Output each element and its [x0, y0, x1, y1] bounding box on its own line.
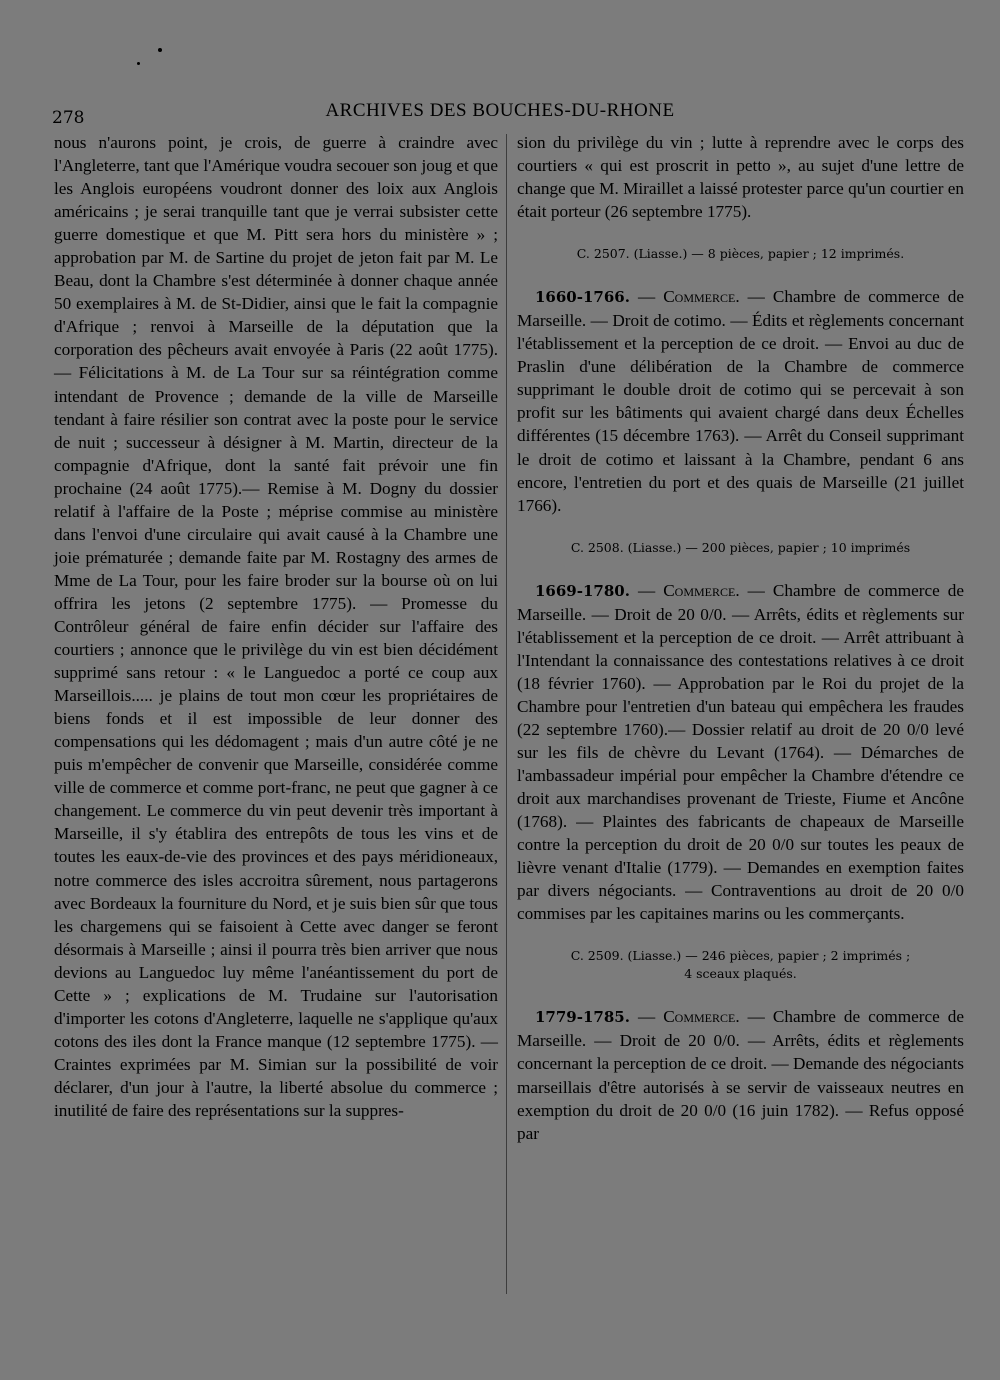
column-divider — [506, 134, 507, 1294]
entry-dates: 1779-1785. — [535, 1008, 630, 1027]
archive-entry — [517, 947, 964, 1144]
entry-body: 1660-1766. — Commerce. — Chambre de commerce de Marseille. — Droit de cotimo. — Édits et règlements concernant l'établissement et la perception de ce droit. — Envoi au duc de Praslin d'une délibération de la Chambre de commerce supprimant le double droit de cotimo qui se percevait à son profit sur les bâtiments qui avaient chargé dans deux Échelles différentes (15 décembre 1763). — Arrêt du Conseil supprimant le droit de cotimo et laissant à la Chambre, pendant 6 ans encore, l'entretien du port et des quais de Marseille (21 juillet 1766). — [517, 287, 964, 515]
entry-text: — Chambre de commerce de Marseille. — Droit de cotimo. — Édits et règlements concernant l'établissement et la perception de ce droit. — Envoi au duc de Praslin d'une délibération de la Chambre de commerce supprimant le double droit de cotimo qui se percevait à son profit sur les bâtiments qui avaient chargé dans deux Échelles différentes (15 décembre 1763). — Arrêt du Conseil supprimant le droit de cotimo et laissant à la Chambre, pendant 6 ans encore, l'entretien du port et des quais de Marseille (21 juillet 1766). — [517, 287, 964, 515]
right-column — [517, 131, 964, 1145]
entry-text: — Chambre de commerce de Marseille. — Droit de 20 0/0. — Arrêts, édits et règlements sur l'établissement et la perception de ce droit. — Arrêt attribuant à l'Intendant la connaissance des contestations relatives à ce droit (18 février 1760). — Approbation par le Roi du projet de la Chambre pour l'entretien d'un bateau qui empêchera les fraudes (22 septembre 1760).— Dossier relatif au droit de 20 0/0 levé sur les fils de chèvre du Levant (1764). — Démarches de l'ambassadeur impérial pour empêcher la Chambre d'étendre ce droit aux marchandises provenant de Trieste, Fiume et Ancône (1768). — Plaintes des fabricants de chapeaux de Marseille contre la perception du droit de 20 0/0 sur toutes les peaux de lièvre venant d'Italie (1779). — Demandes en exemption faites par divers négociants. — Contraventions au droit de 20 0/0 commises par les capitaines marins ou les commerçants. — [517, 580, 964, 924]
cote-line: C. 2509. (Liasse.) — 246 pièces, papier ; 2 imprimés ; — [570, 948, 911, 964]
entry-cote — [517, 539, 964, 557]
entry-body: 1779-1785. — Commerce. — Chambre de commerce de Marseille. — Droit de 20 0/0. — Arrêts, édits et règlements concernant la perception de ce droit. — Demande des négociants marseillais d'être autorisés à se servir de vaisseaux neutres en exemption du droit de 20 0/0 (16 juin 1782). — Refus opposé par — [517, 1007, 964, 1143]
cote-line: C. 2507. (Liasse.) — 8 pièces, papier ; 12 imprimés. — [576, 246, 905, 262]
ink-speck — [158, 48, 162, 52]
entry-text: — Chambre de commerce de Marseille. — Droit de 20 0/0. — Arrêts, édits et règlements concernant la perception de ce droit. — Demande des négociants marseillais d'être autorisés à se servir de vaisseaux neutres en exemption du droit de 20 0/0 (16 juin 1782). — Refus opposé par — [517, 1007, 964, 1143]
entry-cote — [517, 245, 964, 263]
cote-line-2: 4 sceaux plaqués. — [684, 966, 797, 982]
entry-series: Commerce. — [663, 580, 740, 600]
entry-dates: 1669-1780. — [535, 581, 630, 600]
archive-entry — [517, 245, 964, 516]
page-number: 278 — [52, 108, 85, 128]
archive-entry — [517, 539, 964, 926]
entry-cote — [517, 947, 964, 983]
left-column — [54, 131, 498, 1122]
running-head: ARCHIVES DES BOUCHES-DU-RHONE — [325, 100, 675, 121]
left-column-text: nous n'aurons point, je crois, de guerre à craindre avec l'Angleterre, tant que l'Amérique voudra secouer son joug et que les Anglois européens voudront donner des loix aux Anglois américains ; je serai tranquille tant que je verrai subsister cette guerre domestique et que M. Pitt sera hors du ministère » ; approbation par M. de Sartine du projet de jeton fait par M. Le Beau, dont la Chambre s'est déterminée à donner chaque année 50 exemplaires à M. de St-Didier, ainsi que le fait la compagnie d'Afrique ; renvoi à Marseille de la députation que la corporation des pêcheurs avait envoyée à Paris (22 août 1775).— Félicitations à M. de La Tour sur sa réintégration comme intendant de Provence ; demande de la ville de Marseille tendant à faire résilier son contrat avec la poste pour le service de nuit ; successeur à désigner à M. Martin, directeur de la compagnie d'Afrique, dont la santé fait prévoir une fin prochaine (24 août 1775).— Remise à M. Dogny du dossier relatif à l'affaire de la Poste ; méprise commise au ministère dans l'envoi d'une circulaire qui avait causé à la Chambre une joie prématurée ; demande faite par M. Rostagny des armes de Mme de La Tour, pour les faire broder sur la bourse où on lui offrira les jetons (2 septembre 1775). — Promesse du Contrôleur général de faire enfin décider sur l'affaire des courtiers ; annonce que le privilège du vin est bien décidément supprimé sans retour : « le Languedoc a porté ce coup aux Marseillois..... je plains de tout mon cœur les propriétaires de biens fonds et il est impossible de leur donner des compensations qui les dédomagent ; mais d'un autre côté je ne puis m'empêcher de convenir que Marseille, considérée comme ville de commerce et comme port-franc, ne peut que gagner à ce changement. Le commerce du vin peut devenir très important à Marseille, il s'y établira des entrepôts de tous les vins et de toutes les eaux-de-vie des provinces et des pays méridioneaux, notre commerce des isles accroitra sûrement, nous partagerons avec Bordeaux la fourniture du Nord, et je suis bien sûr que tous les chargemens qui se faisoient à Cette avec danger se feront désormais à Marseille ; ainsi il pourra très bien arriver que nous devions au Languedoc luy même l'anéantissement du port de Cette » ; explications de M. Trudaine sur l'autorisation d'importer les cotons d'Angleterre, laquelle ne s'applique qu'aux cotons des iles dont la France manque (12 septembre 1775). — Craintes exprimées par M. Simian sur la possibilité de voir déclarer, d'un jour à l'autre, la liberté absolue du commerce ; inutilité de faire des représentations sur la suppres- — [54, 133, 498, 1120]
entry-body: 1669-1780. — Commerce. — Chambre de commerce de Marseille. — Droit de 20 0/0. — Arrêts, édits et règlements sur l'établissement et la perception de ce droit. — Arrêt attribuant à l'Intendant la connaissance des contestations relatives à ce droit (18 février 1760). — Approbation par le Roi du projet de la Chambre pour l'entretien d'un bateau qui empêchera les fraudes (22 septembre 1760).— Dossier relatif au droit de 20 0/0 levé sur les fils de chèvre du Levant (1764). — Démarches de l'ambassadeur impérial pour empêcher la Chambre d'étendre ce droit aux marchandises provenant de Trieste, Fiume et Ancône (1768). — Plaintes des fabricants de chapeaux de Marseille contre la perception du droit de 20 0/0 sur toutes les peaux de lièvre venant d'Italie (1779). — Demandes en exemption faites par divers négociants. — Contraventions au droit de 20 0/0 commises par les capitaines marins ou les commerçants. — [517, 580, 964, 924]
entry-series: Commerce. — [663, 1007, 740, 1027]
continuation-text: sion du privilège du vin ; lutte à reprendre avec le corps des courtiers « qui est proscrit in petto », au sujet d'une lettre de change que M. Miraillet a laissé protester parce qu'un courtier en était porteur (26 septembre 1775). — [517, 133, 964, 222]
entry-dates: 1660-1766. — [535, 288, 630, 307]
entry-series: Commerce. — [663, 287, 740, 307]
cote-line: C. 2508. (Liasse.) — 200 pièces, papier ; 10 imprimés — [570, 539, 911, 555]
ink-speck — [137, 62, 140, 65]
